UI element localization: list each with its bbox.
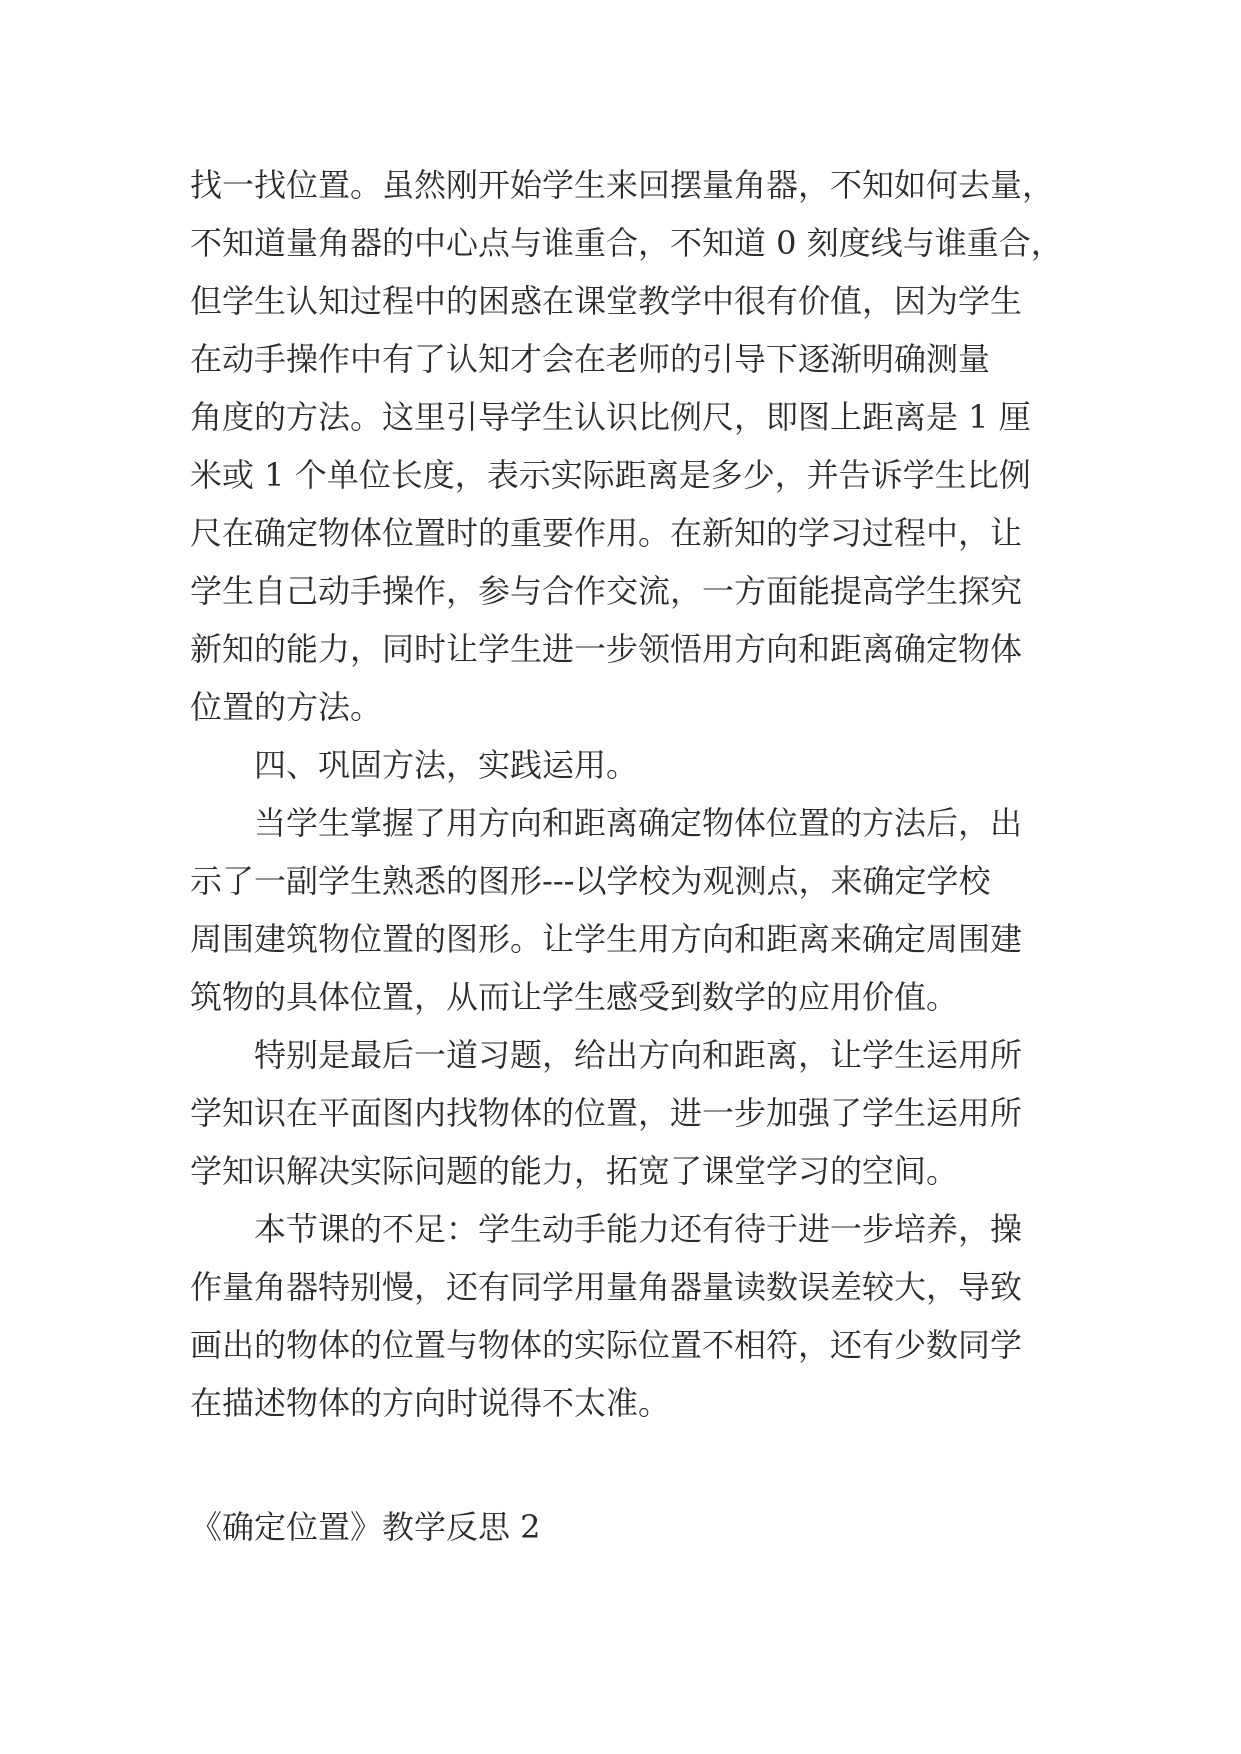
text-line: 找一找位置。虽然刚开始学生来回摆量角器，不知如何去量，: [190, 166, 1055, 204]
paragraph-first-line: 当学生掌握了用方向和距离确定物体位置的方法后，出: [254, 804, 1023, 842]
text-line: 学知识解决实际问题的能力，拓宽了课堂学习的空间。: [190, 1152, 959, 1190]
paragraph-first-line: 特别是最后一道习题，给出方向和距离，让学生运用所: [254, 1036, 1023, 1074]
text-line: 画出的物体的位置与物体的实际位置不相符，还有少数同学: [190, 1326, 1023, 1364]
text-line: 尺在确定物体位置时的重要作用。在新知的学习过程中，让: [190, 514, 1023, 552]
text-line: 周围建筑物位置的图形。让学生用方向和距离来确定周围建: [190, 920, 1023, 958]
text-line: 新知的能力，同时让学生进一步领悟用方向和距离确定物体: [190, 630, 1023, 668]
text-line: 学生自己动手操作，参与合作交流，一方面能提高学生探究: [190, 572, 1023, 610]
text-line: 作量角器特别慢，还有同学用量角器量读数误差较大，导致: [190, 1268, 1023, 1306]
text-line: 示了一副学生熟悉的图形---以学校为观测点，来确定学校: [190, 862, 991, 900]
text-line: 米或 1 个单位长度，表示实际距离是多少，并告诉学生比例: [190, 456, 1031, 494]
text-line: 但学生认知过程中的困惑在课堂教学中很有价值，因为学生: [190, 282, 1023, 320]
text-line: 在动手操作中有了认知才会在老师的引导下逐渐明确测量: [190, 340, 991, 378]
text-line: 位置的方法。: [190, 688, 383, 726]
paragraph-first-line: 本节课的不足：学生动手能力还有待于进一步培养，操: [254, 1210, 1023, 1248]
text-line: 角度的方法。这里引导学生认识比例尺，即图上距离是 1 厘: [190, 398, 1031, 436]
document-title: 《确定位置》教学反思 2: [190, 1508, 541, 1546]
text-line: 不知道量角器的中心点与谁重合，不知道 0 刻度线与谁重合，: [190, 224, 1063, 262]
text-line: 在描述物体的方向时说得不太准。: [190, 1384, 671, 1422]
section-heading: 四、巩固方法，实践运用。: [254, 746, 639, 784]
text-line: 学知识在平面图内找物体的位置，进一步加强了学生运用所: [190, 1094, 1023, 1132]
text-line: 筑物的具体位置，从而让学生感受到数学的应用价值。: [190, 978, 959, 1016]
